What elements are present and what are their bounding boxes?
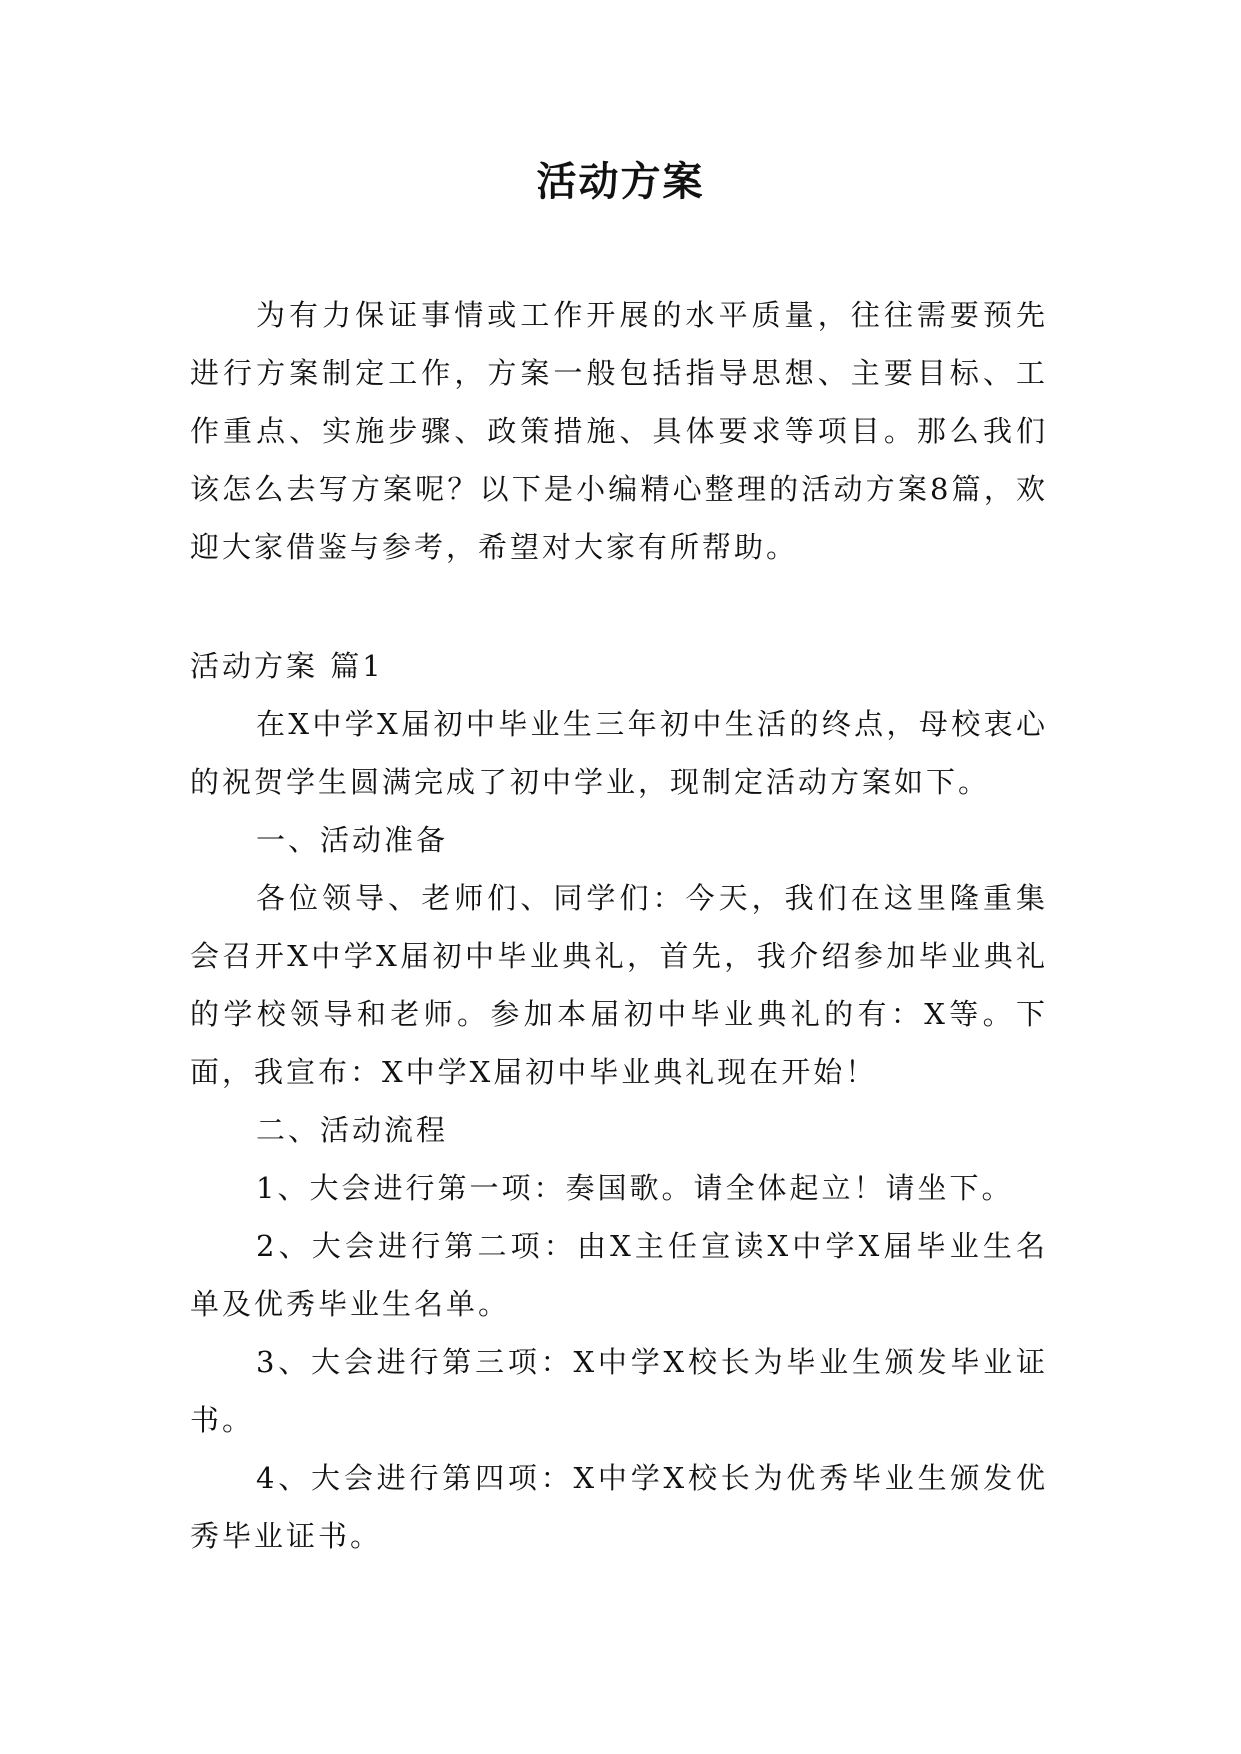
document-title: 活动方案 [536,159,705,205]
list-item: 3、大会进行第三项：X中学X校长为毕业生颁发毕业证书。 [190,1345,1048,1437]
body-paragraph: 在X中学X届初中毕业生三年初中生活的终点，母校衷心的祝贺学生圆满完成了初中学业，现制定活动方案如下。 [190,707,1048,799]
subheading-process: 二、活动流程 [256,1113,449,1147]
list-item: 4、大会进行第四项：X中学X校长为优秀毕业生颁发优秀毕业证书。 [190,1461,1048,1553]
body-paragraph: 各位领导、老师们、同学们：今天，我们在这里隆重集会召开X中学X届初中毕业典礼，首先，我介绍参加毕业典礼的学校领导和老师。参加本届初中毕业典礼的有：X等。下面，我宣布：X中学X届初中毕业典礼现在开始！ [190,881,1048,1089]
list-item: 2、大会进行第二项：由X主任宣读X中学X届毕业生名单及优秀毕业生名单。 [190,1229,1048,1321]
intro-paragraph: 为有力保证事情或工作开展的水平质量，往往需要预先进行方案制定工作，方案一般包括指导思想、主要目标、工作重点、实施步骤、政策措施、具体要求等项目。那么我们该怎么去写方案呢？以下是小编精心整理的活动方案8篇，欢迎大家借鉴与参考，希望对大家有所帮助。 [190,298,1048,564]
subheading-preparation: 一、活动准备 [256,823,449,857]
section-heading: 活动方案 篇1 [190,649,384,683]
intro-block [190,286,1048,576]
list-item: 1、大会进行第一项：奏国歌。请全体起立！请坐下。 [256,1171,1014,1205]
section-1 [190,637,1048,1565]
